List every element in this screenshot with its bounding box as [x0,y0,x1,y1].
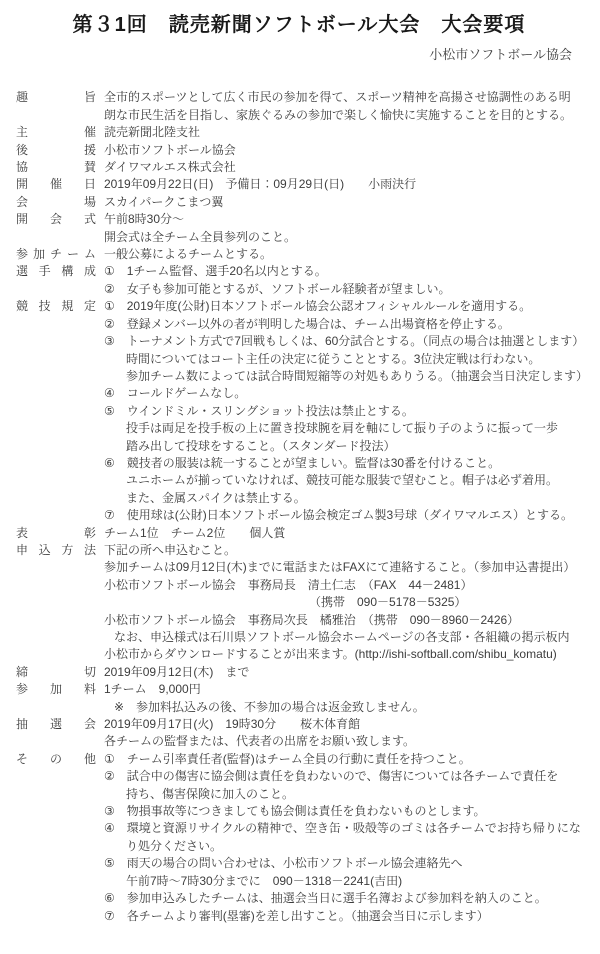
section-label [16,716,96,733]
text-line: 小松市ソフトボール協会 事務局次長 橘雅治 （携帯 090－8960－2426） [104,612,520,627]
section-label [16,542,96,559]
text-line: 参加チームは09月12日(木)までに電話またはFAXにて連絡すること。（参加申込書提出） [104,560,576,575]
section-content [104,142,582,159]
text-line: 朗な市民生活を目指し、家族ぐるみの参加で楽しく愉快に実施することを目的とする。 [104,107,573,122]
text-line: チーム1位 チーム2位 個人賞 [104,525,286,540]
label-char: 会 [49,212,62,227]
label-char: 成 [83,264,96,279]
text-line: 時間についてはコート主任の決定に従うこととする。3位決定戦は行わない。 [126,351,541,366]
text-line: 小松市ソフトボール協会 [104,142,236,157]
text-line: 開会式は全チーム全員参列のこと。 [104,229,297,244]
section-label [16,211,96,228]
section-label [16,525,96,542]
label-char: 抽 [16,717,29,732]
section-content [104,716,582,751]
label-char: 趣 [16,90,29,105]
label-char: 開 [16,212,29,227]
text-line: （携帯 090－5178－5325） [309,595,467,610]
text-line: 2019年09月22日(日) 予備日：09月29日(日) 小雨決行 [104,177,417,192]
section-hyosho [16,525,582,542]
label-char: 申 [16,542,29,557]
text-line: 午前8時30分～ [104,212,185,227]
label-char: 旨 [83,90,96,105]
text-line: ⑦ 各チームより審判(塁審)を差し出すこと。（抽選会当日に示します） [104,908,489,923]
label-char: 選 [49,717,62,732]
label-char: チ [49,247,62,262]
label-char: 場 [83,194,96,209]
label-char: 方 [61,542,74,557]
label-char: 加 [49,682,62,697]
label-char: 手 [38,264,51,279]
section-content [104,246,582,263]
label-char: ム [83,247,96,262]
text-line: ※ 参加料払込みの後、不参加の場合は返金致しません。 [114,699,425,714]
text-line: ② 試合中の傷害に協会側は責任を負わないので、傷害については各チームで責任を [104,769,559,784]
text-line: ③ 物損事故等につきましても協会側は責任を負わないものとします。 [104,804,486,819]
label-char: 催 [83,125,96,140]
text-line: 全市的スポーツとして広く市民の参加を得て、スポーツ精神を高揚させ協調性のある明 [104,90,571,105]
text-line: ④ 環境と資源リサイクルの精神で、空き缶・吸殻等のゴミは各チームでお持ち帰りにな [104,821,581,836]
text-line: ⑤ ウインドミル・スリングショット投法は禁止とする。 [104,403,414,418]
text-line: ① 1チーム監督、選手20名以内とする。 [104,264,327,279]
document-subtitle: 小松市ソフトボール協会 [429,47,572,62]
section-content [104,751,582,925]
label-char: ー [66,247,79,262]
section-koen [16,142,582,159]
label-char: 他 [83,751,96,766]
label-char: 会 [16,194,29,209]
section-sanka-team [16,246,582,263]
text-line: 踏み出して投球をすること。（スタンダード投法） [126,438,396,453]
text-line: 下記の所へ申込むこと。 [104,542,237,557]
section-shusai [16,124,582,141]
text-line: 小松市からダウンロードすることが出来ます。(http://ishi-softball.com/shibu_komatu) [104,647,557,662]
text-line: 各チームの監督または、代表者の出席をお願い致します。 [104,734,416,749]
section-sonota [16,751,582,925]
text-line: ダイワマルエス株式会社 [104,160,236,175]
document-body [16,89,589,925]
section-label [16,176,96,193]
label-char: 技 [38,299,51,314]
section-label [16,194,96,211]
text-line: 投手は両足を投手板の上に置き投球腕を肩を軸にして振り子のように振って一歩 [126,421,559,436]
section-label [16,751,96,768]
section-content [104,159,582,176]
section-content [104,176,582,193]
section-label [16,124,96,141]
label-char: 後 [16,142,29,157]
section-content [104,89,582,124]
label-char: 込 [38,542,51,557]
label-char: 規 [61,299,74,314]
section-label [16,681,96,698]
text-line: り処分ください。 [126,838,223,853]
label-char: 催 [49,177,62,192]
label-char: 競 [16,299,29,314]
text-line: ⑥ 参加申込みしたチームは、抽選会当日に選手名簿および参加料を納入のこと。 [104,891,547,906]
section-sankaryo [16,681,582,716]
section-label [16,142,96,159]
label-char: 開 [16,177,29,192]
section-shushi [16,89,582,124]
section-content [104,298,589,524]
text-line: 一般公募によるチームとする。 [104,247,273,262]
label-char: 加 [32,247,45,262]
text-line: なお、申込様式は石川県ソフトボール協会ホームページの各支部・各組織の掲示板内 [114,630,570,644]
label-char: 選 [16,264,29,279]
label-char: の [49,751,62,766]
label-char: 参 [16,247,29,262]
text-line: ユニホームが揃っていなければ、競技可能な服装で望むこと。帽子は必ず着用。 [126,473,559,488]
label-char: 会 [83,717,96,732]
section-label [16,263,96,280]
label-char: 彰 [83,525,96,540]
section-senshu-kosei [16,263,582,298]
section-content [104,263,582,298]
label-char: 参 [16,682,29,697]
text-line: 午前7時～7時30分までに 090－1318－2241(吉田) [126,873,403,888]
text-line: ① チーム引率責任者(監督)はチーム全員の行動に責任を持つこと。 [104,751,471,766]
label-char: 協 [16,160,29,175]
section-kaijo [16,194,582,211]
section-label [16,159,96,176]
section-content [104,525,582,542]
text-line: スカイパークこまつ翼 [104,194,224,209]
label-char: 主 [16,125,29,140]
text-line: ④ コールドゲームなし。 [104,386,247,401]
label-char: 法 [83,542,96,557]
label-char: 構 [61,264,74,279]
label-char: 賛 [83,160,96,175]
text-line: 読売新聞北陸支社 [104,125,201,140]
label-char: 料 [83,682,96,697]
text-line: ⑥ 競技者の服装は統一することが望ましい。監督は30番を付けること。 [104,455,501,470]
text-line: 1チーム 9,000円 [104,682,201,697]
section-content [104,664,582,681]
section-chusenkai [16,716,582,751]
section-content [104,211,582,246]
label-char: 援 [83,142,96,157]
text-line: 参加チーム数によっては試合時間短縮等の対処もありうる。（抽選会当日決定します） [126,368,589,383]
section-content [104,124,582,141]
section-kyogi-kitei [16,298,589,524]
label-char: 日 [83,177,96,192]
text-line: 小松市ソフトボール協会 事務局長 清土仁志 （FAX 44－2481） [104,577,473,592]
label-char: 表 [16,525,29,540]
document-title: 第３1回 読売新聞ソフトボール大会 大会要項 [72,14,526,36]
text-line: また、金属スパイクは禁止する。 [126,490,306,505]
label-char: 切 [83,664,96,679]
text-line: 2019年09月17日(火) 19時30分 桜木体育館 [104,717,361,732]
text-line: ② 女子も参加可能とするが、ソフトボール経験者が望ましい。 [104,281,451,296]
section-label [16,298,96,315]
section-kaikaishiki [16,211,582,246]
section-kyosan [16,159,582,176]
text-line: 2019年09月12日(木) まで [104,664,250,679]
text-line: ① 2019年度(公財)日本ソフトボール協会公認オフィシャルルールを適用する。 [104,299,532,314]
label-char: 定 [83,299,96,314]
section-kaisaibi [16,176,582,193]
label-char: 式 [83,212,96,227]
section-content [104,542,582,664]
section-label [16,664,96,681]
section-label [16,246,96,263]
section-moshikomi-hoho [16,542,582,664]
text-line: ⑤ 雨天の場合の問い合わせは、小松市ソフトボール協会連絡先へ [104,856,463,871]
text-line: ⑦ 使用球は(公財)日本ソフトボール協会検定ゴム製3号球（ダイワマルエス）とする。 [104,508,573,523]
section-shimekiri [16,664,582,681]
text-line: 持ち、傷害保険に加入のこと。 [126,786,295,801]
text-line: ② 登録メンバー以外の者が判明した場合は、チーム出場資格を停止する。 [104,316,510,331]
text-line: ③ トーナメント方式で7回戦もしくは、60分試合とする。（同点の場合は抽選とします） [104,334,585,349]
section-content [104,681,582,716]
label-char: 締 [16,664,29,679]
section-content [104,194,582,211]
label-char: そ [16,751,29,766]
section-label [16,89,96,106]
